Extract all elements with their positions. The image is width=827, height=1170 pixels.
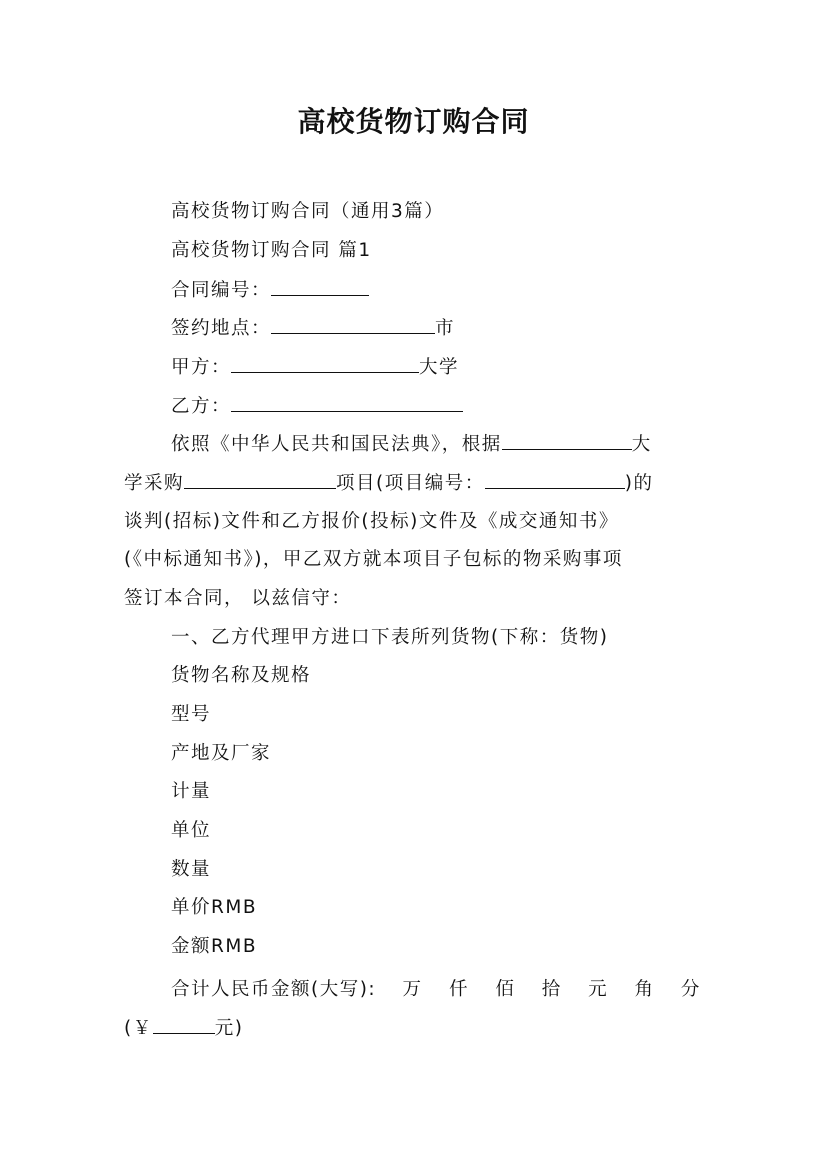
- sign-place-line: [171, 316, 751, 341]
- paragraph-text: 大: [631, 434, 652, 455]
- total-figure-suffix: 元): [214, 1018, 244, 1039]
- total-label: 合计人民币金额(大写):: [171, 979, 377, 1000]
- paragraph-text: )的: [624, 473, 654, 494]
- subtitle: 高校货物订购合同（通用3篇）: [171, 201, 445, 222]
- sign-place-blank: [271, 316, 435, 334]
- party-a-line: [171, 355, 751, 380]
- item-row: 计量: [171, 781, 212, 802]
- unit-qian: 仟: [448, 979, 469, 1000]
- paragraph-text: 学采购: [124, 473, 185, 494]
- clause-1: 一、乙方代理甲方进口下表所列货物(下称：货物): [171, 627, 609, 648]
- project-blank: [184, 471, 336, 489]
- unit-fen: 分: [680, 979, 701, 1000]
- party-a-blank: [231, 355, 419, 373]
- party-b-label: 乙方：: [171, 396, 232, 417]
- contract-number-line: [171, 278, 751, 303]
- item-row: 金额RMB: [171, 936, 258, 957]
- contract-number-label: 合同编号：: [171, 280, 272, 301]
- party-a-label: 甲方：: [171, 357, 232, 378]
- paragraph-line-2: [124, 471, 704, 496]
- paragraph-line-3: 谈判(招标)文件和乙方报价(投标)文件及《成交通知书》: [124, 511, 619, 532]
- unit-wan: 万: [402, 979, 423, 1000]
- project-number-blank: [485, 471, 625, 489]
- paragraph-line-5: 签订本合同， 以兹信守：: [124, 588, 352, 609]
- item-row: 数量: [171, 859, 212, 880]
- item-row: 型号: [171, 704, 212, 725]
- item-row: 单价RMB: [171, 897, 258, 918]
- unit-bai: 佰: [495, 979, 516, 1000]
- item-row: 产地及厂家: [171, 743, 272, 764]
- party-a-suffix: 大学: [419, 357, 460, 378]
- total-amount-words-line: [171, 978, 701, 1002]
- total-figure-prefix: (￥: [124, 1018, 153, 1039]
- party-b-line: [171, 394, 751, 419]
- sign-place-suffix: 市: [435, 318, 456, 339]
- section-heading: 高校货物订购合同 篇1: [171, 240, 372, 261]
- item-row: 单位: [171, 820, 212, 841]
- paragraph-text: 依照《中华人民共和国民法典》，根据: [171, 434, 502, 455]
- party-b-blank: [231, 394, 463, 412]
- contract-number-blank: [271, 278, 369, 296]
- unit-jiao: 角: [634, 979, 655, 1000]
- item-row: 货物名称及规格: [171, 665, 312, 686]
- sign-place-label: 签约地点：: [171, 318, 272, 339]
- unit-yuan: 元: [588, 979, 609, 1000]
- document-title: 高校货物订购合同: [297, 105, 530, 138]
- paragraph-line-4: (《中标通知书》)，甲乙双方就本项目子包标的物采购事项: [124, 549, 623, 570]
- university-blank: [502, 432, 632, 450]
- total-figure-blank: [153, 1016, 215, 1034]
- paragraph-line-1: [171, 432, 751, 457]
- unit-shi: 拾: [541, 979, 562, 1000]
- paragraph-text: 项目(项目编号：: [336, 473, 485, 494]
- total-amount-figure-line: [124, 1016, 704, 1041]
